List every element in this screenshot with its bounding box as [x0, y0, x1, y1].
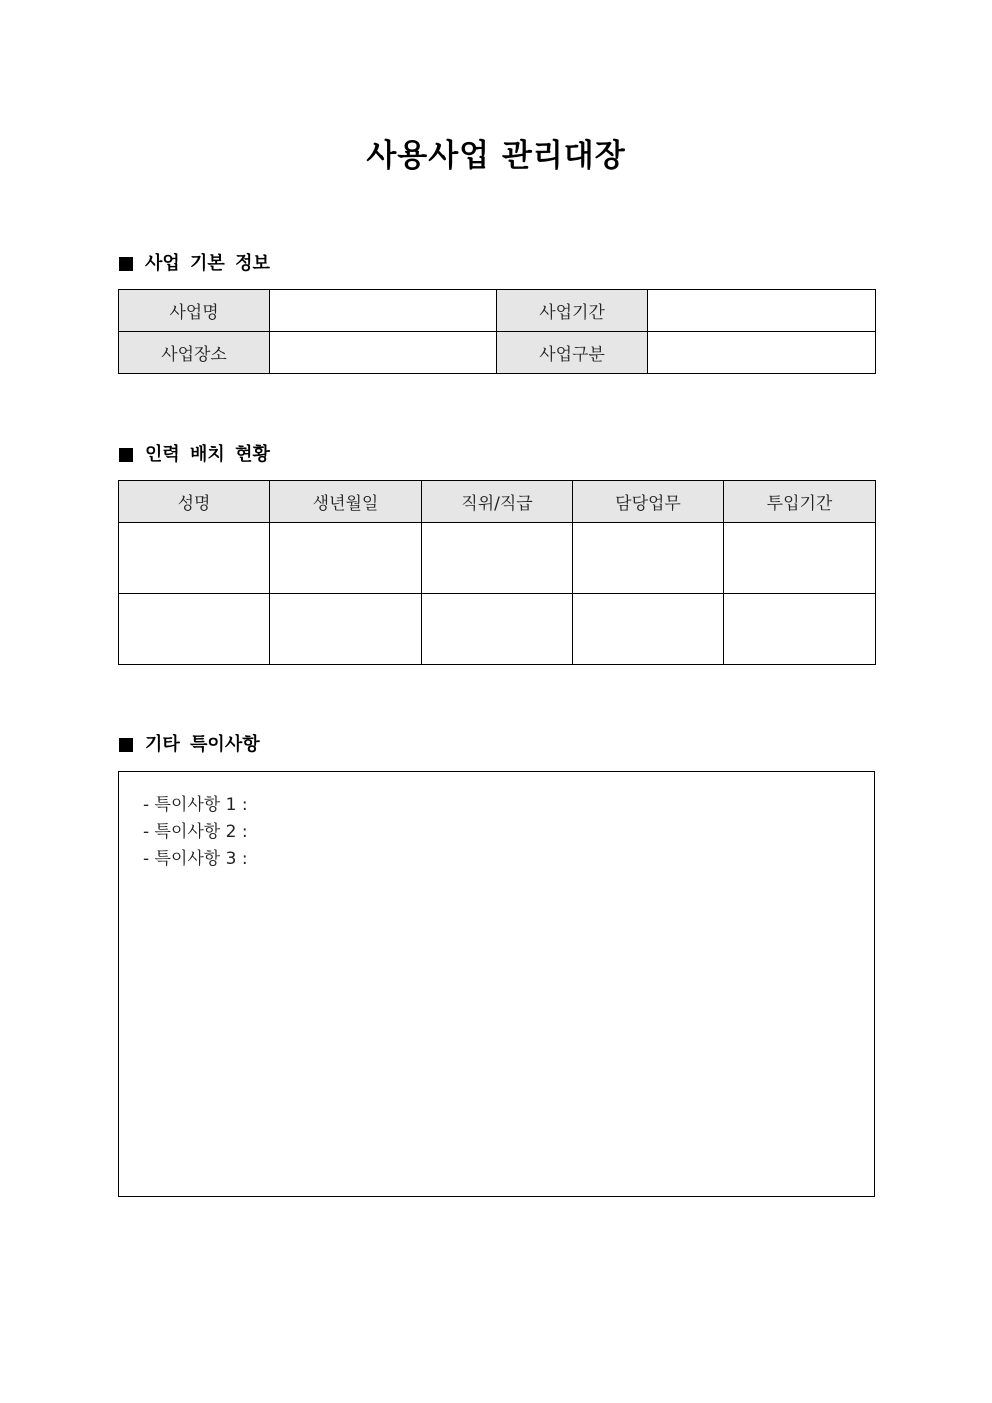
document-title: 사용사업 관리대장: [366, 138, 626, 174]
column-header-period: 투입기간: [724, 481, 876, 523]
position-cell[interactable]: [422, 523, 573, 594]
label-project-name: 사업명: [119, 290, 270, 332]
project-location-field[interactable]: [270, 332, 497, 374]
section-heading-label: 사업 기본 정보: [145, 253, 270, 274]
birthdate-cell[interactable]: [270, 594, 422, 665]
period-cell[interactable]: [724, 523, 876, 594]
label-project-category: 사업구분: [497, 332, 648, 374]
duty-cell[interactable]: [573, 523, 724, 594]
section-heading-basic-info: [119, 252, 270, 276]
project-category-field[interactable]: [648, 332, 876, 374]
note-item-3: - 특이사항 3 :: [143, 849, 248, 869]
period-cell[interactable]: [724, 594, 876, 665]
notes-box[interactable]: [118, 771, 875, 1197]
table-row: [119, 523, 876, 594]
staffing-table: [118, 480, 876, 665]
column-header-position: 직위/직급: [422, 481, 573, 523]
square-bullet-icon: [119, 738, 133, 752]
position-cell[interactable]: [422, 594, 573, 665]
birthdate-cell[interactable]: [270, 523, 422, 594]
section-heading-notes: [119, 733, 260, 757]
table-row: [119, 290, 876, 332]
square-bullet-icon: [119, 448, 133, 462]
section-heading-staffing: [119, 443, 270, 467]
section-heading-label: 기타 특이사항: [145, 734, 260, 755]
table-header-row: [119, 481, 876, 523]
label-project-period: 사업기간: [497, 290, 648, 332]
project-period-field[interactable]: [648, 290, 876, 332]
duty-cell[interactable]: [573, 594, 724, 665]
basic-info-table: [118, 289, 876, 374]
name-cell[interactable]: [119, 523, 270, 594]
column-header-birthdate: 생년월일: [270, 481, 422, 523]
column-header-name: 성명: [119, 481, 270, 523]
column-header-duty: 담당업무: [573, 481, 724, 523]
project-name-field[interactable]: [270, 290, 497, 332]
name-cell[interactable]: [119, 594, 270, 665]
section-heading-label: 인력 배치 현황: [145, 444, 270, 465]
table-row: [119, 332, 876, 374]
square-bullet-icon: [119, 257, 133, 271]
note-item-2: - 특이사항 2 :: [143, 822, 248, 842]
label-project-location: 사업장소: [119, 332, 270, 374]
notes-list: [119, 772, 874, 873]
table-row: [119, 594, 876, 665]
note-item-1: - 특이사항 1 :: [143, 795, 248, 815]
